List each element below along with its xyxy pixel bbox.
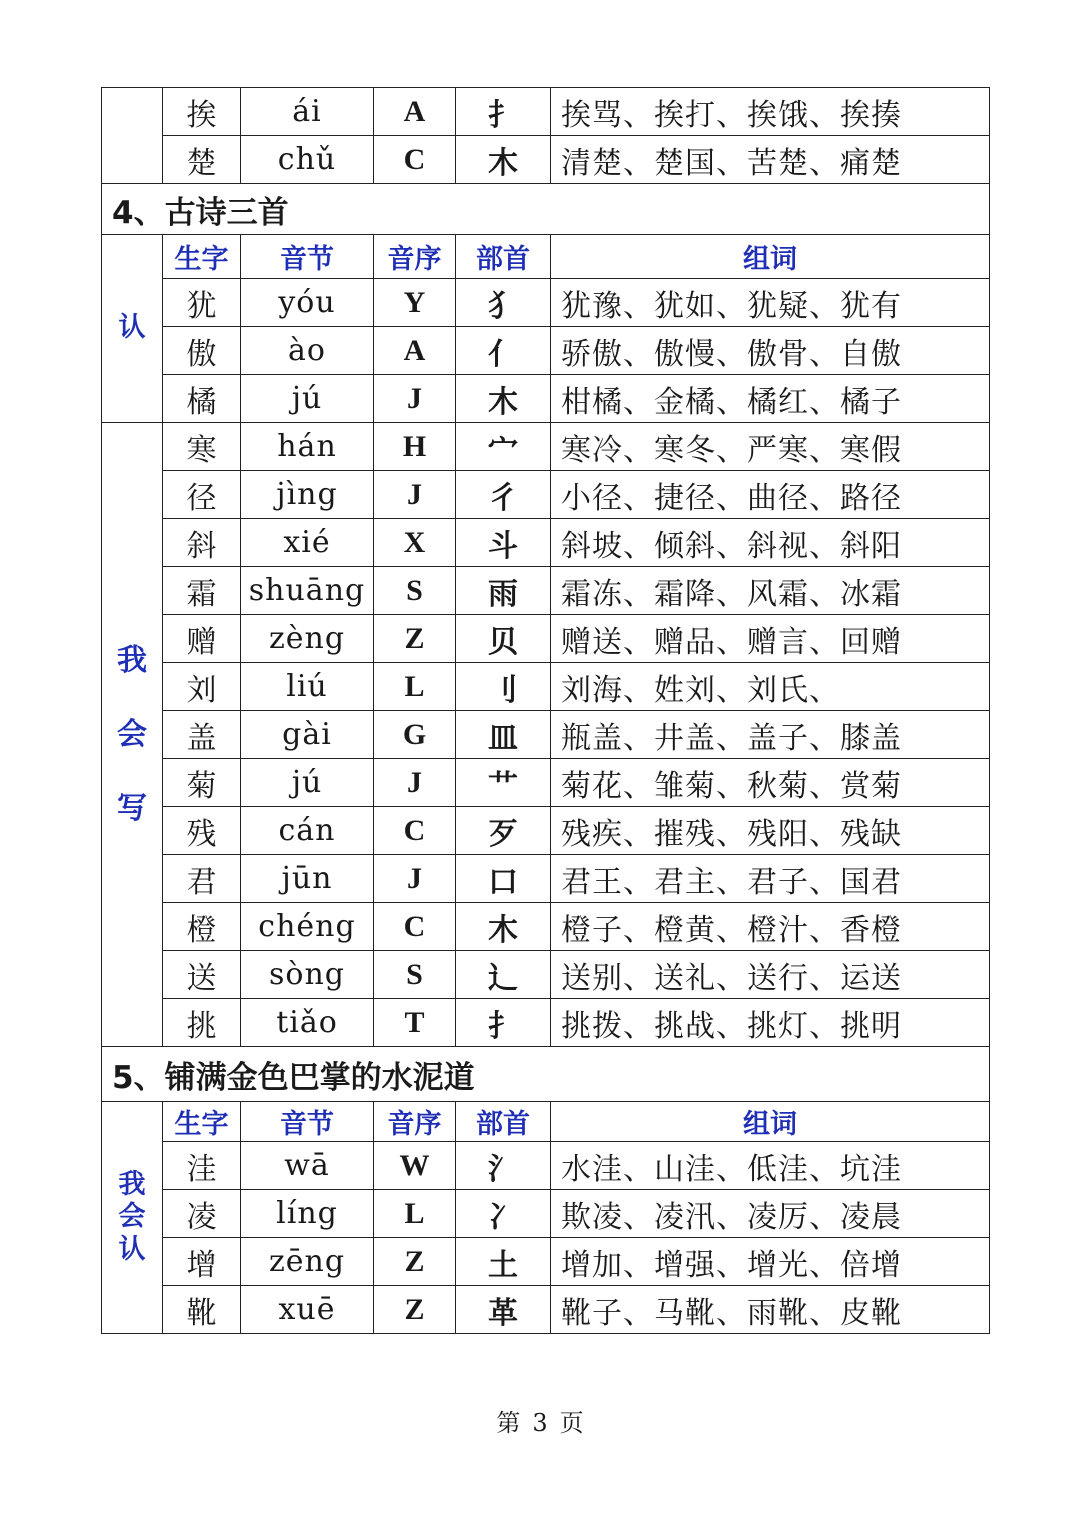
header-radical: 部首 [456, 1102, 551, 1142]
header-order: 音序 [374, 235, 456, 279]
order-cell: C [374, 903, 456, 951]
order-cell: A [374, 327, 456, 375]
section-side-label [102, 1102, 163, 1334]
table-row [102, 1286, 990, 1334]
pinyin-cell: xié [241, 519, 374, 567]
character-cell: 靴 [163, 1286, 241, 1334]
radical-cell: 扌 [456, 999, 551, 1047]
words-cell: 清楚、楚国、苦楚、痛楚 [551, 136, 990, 184]
pinyin-cell: wā [241, 1142, 374, 1190]
pinyin-cell: zēng [241, 1238, 374, 1286]
order-cell: W [374, 1142, 456, 1190]
pinyin-cell: jìng [241, 471, 374, 519]
radical-cell: 土 [456, 1238, 551, 1286]
words-cell: 寒冷、寒冬、严寒、寒假 [551, 423, 990, 471]
radical-cell: 皿 [456, 711, 551, 759]
table-header-row [102, 1102, 990, 1142]
pinyin-cell: chéng [241, 903, 374, 951]
footer-prefix: 第 [496, 1409, 521, 1437]
radical-cell: 艹 [456, 759, 551, 807]
words-cell: 君王、君主、君子、国君 [551, 855, 990, 903]
header-char: 生字 [163, 1102, 241, 1142]
side-label-char: 会 [118, 1201, 146, 1233]
side-label-char: 认 [118, 1233, 146, 1265]
table-row [102, 1190, 990, 1238]
pinyin-cell: chǔ [241, 136, 374, 184]
table-row [102, 903, 990, 951]
character-cell: 霜 [163, 567, 241, 615]
pinyin-cell: jú [241, 375, 374, 423]
section-side-label [102, 88, 163, 184]
character-cell: 楚 [163, 136, 241, 184]
words-cell: 残疾、摧残、残阳、残缺 [551, 807, 990, 855]
radical-cell: 亻 [456, 327, 551, 375]
words-cell: 挨骂、挨打、挨饿、挨揍 [551, 88, 990, 136]
section-title: 5、铺满金色巴掌的水泥道 [102, 1047, 990, 1102]
table-row [102, 807, 990, 855]
character-cell: 残 [163, 807, 241, 855]
header-radical: 部首 [456, 235, 551, 279]
pinyin-cell: sòng [241, 951, 374, 999]
words-cell: 挑拨、挑战、挑灯、挑明 [551, 999, 990, 1047]
order-cell: S [374, 567, 456, 615]
pinyin-cell: xuē [241, 1286, 374, 1334]
table-row [102, 759, 990, 807]
character-cell: 寒 [163, 423, 241, 471]
header-order: 音序 [374, 1102, 456, 1142]
words-cell: 斜坡、倾斜、斜视、斜阳 [551, 519, 990, 567]
words-cell: 犹豫、犹如、犹疑、犹有 [551, 279, 990, 327]
pinyin-cell: cán [241, 807, 374, 855]
words-cell: 赠送、赠品、赠言、回赠 [551, 615, 990, 663]
table-row [102, 375, 990, 423]
radical-cell: 革 [456, 1286, 551, 1334]
order-cell: J [374, 375, 456, 423]
table-row [102, 279, 990, 327]
order-cell: L [374, 663, 456, 711]
character-cell: 赠 [163, 615, 241, 663]
words-cell: 骄傲、傲慢、傲骨、自傲 [551, 327, 990, 375]
order-cell: J [374, 471, 456, 519]
table-row [102, 519, 990, 567]
words-cell: 菊花、雏菊、秋菊、赏菊 [551, 759, 990, 807]
radical-cell: 木 [456, 375, 551, 423]
header-char: 生字 [163, 235, 241, 279]
table-row [102, 1142, 990, 1190]
order-cell: J [374, 855, 456, 903]
character-cell: 橙 [163, 903, 241, 951]
header-pinyin: 音节 [241, 235, 374, 279]
character-cell: 斜 [163, 519, 241, 567]
footer-suffix: 页 [559, 1409, 584, 1437]
pinyin-cell: ào [241, 327, 374, 375]
order-cell: Y [374, 279, 456, 327]
character-cell: 菊 [163, 759, 241, 807]
words-cell: 刘海、姓刘、刘氏、 [551, 663, 990, 711]
radical-cell: 氵 [456, 1142, 551, 1190]
table-row [102, 711, 990, 759]
order-cell: T [374, 999, 456, 1047]
character-cell: 洼 [163, 1142, 241, 1190]
pinyin-cell: jú [241, 759, 374, 807]
side-label-char: 认 [118, 312, 146, 344]
radical-cell: 木 [456, 903, 551, 951]
table-row [102, 423, 990, 471]
radical-cell: 冫 [456, 1190, 551, 1238]
table-row [102, 663, 990, 711]
table-row [102, 951, 990, 999]
order-cell: X [374, 519, 456, 567]
section-side-label [102, 423, 163, 1047]
pinyin-cell: liú [241, 663, 374, 711]
table-row [102, 1238, 990, 1286]
words-cell: 靴子、马靴、雨靴、皮靴 [551, 1286, 990, 1334]
words-cell: 柑橘、金橘、橘红、橘子 [551, 375, 990, 423]
table-header-row [102, 235, 990, 279]
pinyin-cell: jūn [241, 855, 374, 903]
radical-cell: 宀 [456, 423, 551, 471]
words-cell: 霜冻、霜降、风霜、冰霜 [551, 567, 990, 615]
vocabulary-table [101, 87, 990, 1334]
radical-cell: 辶 [456, 951, 551, 999]
character-cell: 挑 [163, 999, 241, 1047]
words-cell: 送别、送礼、送行、运送 [551, 951, 990, 999]
order-cell: C [374, 807, 456, 855]
pinyin-cell: ái [241, 88, 374, 136]
pinyin-cell: hán [241, 423, 374, 471]
radical-cell: 犭 [456, 279, 551, 327]
table-row [102, 855, 990, 903]
header-pinyin: 音节 [241, 1102, 374, 1142]
character-cell: 凌 [163, 1190, 241, 1238]
words-cell: 增加、增强、增光、倍增 [551, 1238, 990, 1286]
table-row [102, 567, 990, 615]
section-side-label [102, 235, 163, 423]
order-cell: S [374, 951, 456, 999]
character-cell: 傲 [163, 327, 241, 375]
table-row [102, 136, 990, 184]
side-label-char: 我 [118, 1168, 146, 1200]
table-row [102, 471, 990, 519]
vocabulary-table-body [102, 88, 990, 1334]
character-cell: 挨 [163, 88, 241, 136]
order-cell: H [374, 423, 456, 471]
character-cell: 径 [163, 471, 241, 519]
order-cell: A [374, 88, 456, 136]
section-title-row [102, 184, 990, 235]
character-cell: 送 [163, 951, 241, 999]
side-label-char: 会 [117, 716, 147, 752]
section-title-row [102, 1047, 990, 1102]
radical-cell: 木 [456, 136, 551, 184]
pinyin-cell: shuāng [241, 567, 374, 615]
table-row [102, 88, 990, 136]
header-words: 组词 [551, 1102, 990, 1142]
character-cell: 犹 [163, 279, 241, 327]
radical-cell: 扌 [456, 88, 551, 136]
side-label-char: 我 [117, 642, 147, 678]
pinyin-cell: tiǎo [241, 999, 374, 1047]
section-title: 4、古诗三首 [102, 184, 990, 235]
words-cell: 小径、捷径、曲径、路径 [551, 471, 990, 519]
character-cell: 君 [163, 855, 241, 903]
character-cell: 刘 [163, 663, 241, 711]
radical-cell: 歹 [456, 807, 551, 855]
radical-cell: 雨 [456, 567, 551, 615]
words-cell: 欺凌、凌汛、凌厉、凌晨 [551, 1190, 990, 1238]
words-cell: 水洼、山洼、低洼、坑洼 [551, 1142, 990, 1190]
table-row [102, 615, 990, 663]
pinyin-cell: líng [241, 1190, 374, 1238]
order-cell: L [374, 1190, 456, 1238]
order-cell: G [374, 711, 456, 759]
words-cell: 瓶盖、井盖、盖子、膝盖 [551, 711, 990, 759]
character-cell: 盖 [163, 711, 241, 759]
order-cell: Z [374, 1286, 456, 1334]
page-footer [0, 1403, 1080, 1438]
header-words: 组词 [551, 235, 990, 279]
character-cell: 橘 [163, 375, 241, 423]
words-cell: 橙子、橙黄、橙汁、香橙 [551, 903, 990, 951]
pinyin-cell: gài [241, 711, 374, 759]
radical-cell: 斗 [456, 519, 551, 567]
side-label-char: 写 [117, 790, 147, 826]
order-cell: C [374, 136, 456, 184]
radical-cell: 口 [456, 855, 551, 903]
radical-cell: 刂 [456, 663, 551, 711]
radical-cell: 彳 [456, 471, 551, 519]
order-cell: Z [374, 615, 456, 663]
pinyin-cell: yóu [241, 279, 374, 327]
pinyin-cell: zèng [241, 615, 374, 663]
order-cell: J [374, 759, 456, 807]
table-row [102, 327, 990, 375]
order-cell: Z [374, 1238, 456, 1286]
page-number: 3 [532, 1409, 548, 1437]
radical-cell: 贝 [456, 615, 551, 663]
character-cell: 增 [163, 1238, 241, 1286]
table-row [102, 999, 990, 1047]
